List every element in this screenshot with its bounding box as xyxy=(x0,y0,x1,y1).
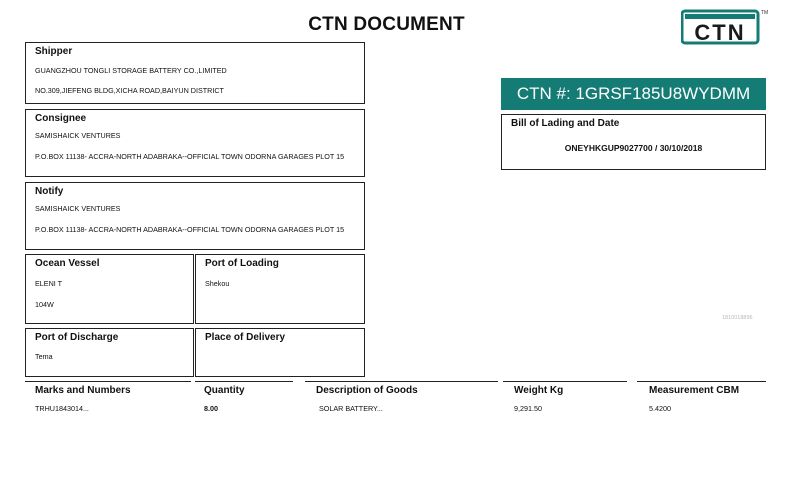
ocean-vessel-box xyxy=(25,254,194,324)
shipper-address: NO.309,JIEFENG BLDG,XICHA ROAD,BAIYUN DISTRICT xyxy=(35,86,224,95)
bill-of-lading-value: ONEYHKGUP9027700 / 30/10/2018 xyxy=(564,143,703,153)
notify-address: P.O.BOX 11138- ACCRA-NORTH ADABRAKA--OFFICIAL TOWN ODORNA GARAGES PLOT 15 xyxy=(35,225,345,234)
ocean-vessel-name: ELENI T xyxy=(35,279,63,288)
place-of-delivery-label: Place of Delivery xyxy=(205,332,286,343)
consignee-box xyxy=(25,109,365,177)
port-of-loading-label: Port of Loading xyxy=(205,258,279,269)
port-of-discharge-box xyxy=(25,328,194,377)
cell-description: SOLAR BATTERY... xyxy=(319,404,383,413)
cell-weight: 9,291.50 xyxy=(514,404,542,413)
header-rule xyxy=(195,381,293,382)
shipper-box xyxy=(25,42,365,104)
page-title: CTN DOCUMENT xyxy=(308,14,465,35)
ocean-vessel-voyage: 104W xyxy=(35,300,54,309)
notify-box xyxy=(25,182,365,250)
header-rule xyxy=(637,381,766,382)
shipper-name: GUANGZHOU TONGLI STORAGE BATTERY CO.,LIMITED xyxy=(35,66,227,75)
ctn-number-banner: CTN #: 1GRSF185U8WYDMM xyxy=(501,78,766,110)
header-rule xyxy=(25,381,191,382)
cell-marks: TRHU1843014... xyxy=(35,404,89,413)
port-of-loading-value: Shekou xyxy=(205,279,230,288)
logo-text: CTN xyxy=(694,20,746,45)
cell-measurement: 5.4200 xyxy=(649,404,671,413)
notify-name: SAMISHAICK VENTURES xyxy=(35,204,121,213)
port-of-loading-box xyxy=(195,254,365,324)
column-header-measurement: Measurement CBM xyxy=(649,385,740,396)
consignee-name: SAMISHAICK VENTURES xyxy=(35,131,121,140)
bill-of-lading-box xyxy=(501,114,766,170)
shipper-label: Shipper xyxy=(35,46,73,57)
consignee-label: Consignee xyxy=(35,113,87,124)
header-rule xyxy=(305,381,498,382)
faint-reference-code: 1810018896 xyxy=(722,315,753,321)
header-rule xyxy=(503,381,627,382)
port-of-discharge-label: Port of Discharge xyxy=(35,332,119,343)
bill-of-lading-label: Bill of Lading and Date xyxy=(511,118,620,129)
port-of-discharge-value: Tema xyxy=(35,352,53,361)
notify-label: Notify xyxy=(35,186,64,197)
ctn-logo xyxy=(681,6,769,46)
column-header-description: Description of Goods xyxy=(316,385,418,396)
ocean-vessel-label: Ocean Vessel xyxy=(35,258,100,269)
logo-trademark: TM xyxy=(761,10,769,16)
consignee-address: P.O.BOX 11138- ACCRA-NORTH ADABRAKA--OFFICIAL TOWN ODORNA GARAGES PLOT 15 xyxy=(35,152,345,161)
column-header-marks: Marks and Numbers xyxy=(35,385,131,396)
place-of-delivery-box xyxy=(195,328,365,377)
column-header-quantity: Quantity xyxy=(204,385,245,396)
column-header-weight: Weight Kg xyxy=(514,385,564,396)
cell-quantity: 8.00 xyxy=(204,404,218,413)
